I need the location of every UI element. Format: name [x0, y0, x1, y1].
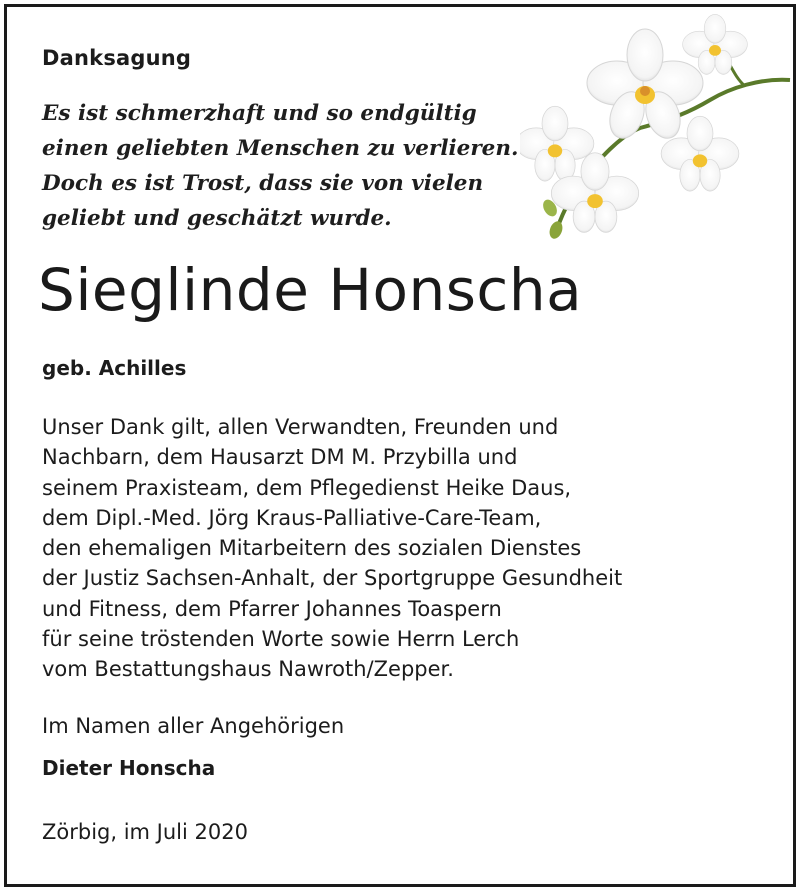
thanks-text [42, 412, 622, 685]
verse-line: geliebt und geschätzt wurde. [42, 206, 392, 231]
thanks-line: dem Dipl.-Med. Jörg Kraus-Palliative-Care-Team, [42, 505, 542, 530]
thanks-line: vom Bestattungshaus Nawroth/Zepper. [42, 657, 454, 682]
verse [42, 96, 518, 236]
verse-line: Doch es ist Trost, dass sie von vielen [42, 171, 484, 196]
thanks-line: den ehemaligen Mitarbeitern des sozialen Dienstes [42, 536, 582, 561]
thanks-line: seinem Praxisteam, dem Pflegedienst Heike Daus, [42, 475, 572, 500]
verse-line: Es ist schmerzhaft und so endgültig [42, 101, 477, 126]
thanks-line: für seine tröstenden Worte sowie Herrn Lerch [42, 627, 520, 652]
notice-heading: Danksagung [42, 46, 192, 70]
thanks-line: der Justiz Sachsen-Anhalt, der Sportgruppe Gesundheit [42, 566, 623, 591]
thanks-line: und Fitness, dem Pfarrer Johannes Toaspern [42, 596, 502, 621]
place-date: Zörbig, im Juli 2020 [42, 820, 248, 844]
thanks-line: Nachbarn, dem Hausarzt DM M. Przybilla und [42, 445, 518, 470]
thanks-line: Unser Dank gilt, allen Verwandten, Freunden und [42, 415, 559, 439]
on-behalf-text: Im Namen aller Angehörigen [42, 714, 345, 738]
white-orchid-icon [520, 8, 792, 248]
signer-name: Dieter Honscha [42, 756, 216, 780]
birth-name: geb. Achilles [42, 356, 187, 380]
verse-line: einen geliebten Menschen zu verlieren. [42, 136, 519, 161]
deceased-name: Sieglinde Honscha [38, 256, 583, 324]
